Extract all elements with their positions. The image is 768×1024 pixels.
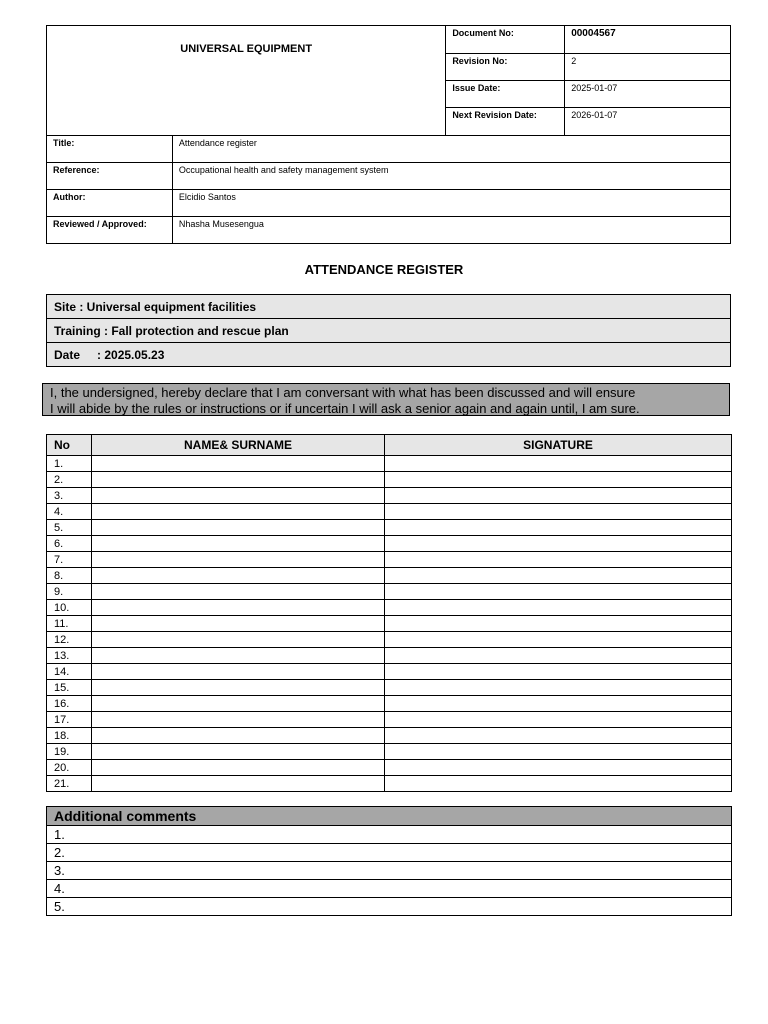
document-no-label: Document No: — [446, 26, 565, 54]
signature-cell[interactable] — [385, 744, 732, 760]
table-row — [47, 536, 732, 552]
row-number: 11. — [47, 616, 92, 632]
name-surname-cell[interactable] — [92, 664, 385, 680]
table-row — [47, 600, 732, 616]
reference-label: Reference: — [47, 163, 173, 190]
additional-comments-title: Additional comments — [47, 807, 732, 826]
name-surname-cell[interactable] — [92, 616, 385, 632]
signature-cell[interactable] — [385, 472, 732, 488]
name-surname-cell[interactable] — [92, 568, 385, 584]
author-label: Author: — [47, 190, 173, 217]
date-label: Date — [54, 347, 81, 362]
signature-cell[interactable] — [385, 616, 732, 632]
comment-row — [47, 898, 732, 916]
name-surname-cell[interactable] — [92, 584, 385, 600]
attendance-table — [46, 434, 732, 792]
document-no-value: 00004567 — [565, 26, 731, 54]
signature-cell[interactable] — [385, 536, 732, 552]
comment-line[interactable]: 5. — [47, 898, 732, 916]
row-number: 18. — [47, 728, 92, 744]
comment-line[interactable]: 4. — [47, 880, 732, 898]
table-row — [47, 456, 732, 472]
company-name: UNIVERSAL EQUIPMENT — [47, 26, 446, 136]
name-surname-cell[interactable] — [92, 600, 385, 616]
table-row — [47, 776, 732, 792]
table-row — [47, 760, 732, 776]
name-surname-cell[interactable] — [92, 472, 385, 488]
name-surname-cell[interactable] — [92, 536, 385, 552]
training-field: Training : Fall protection and rescue plan — [47, 319, 731, 343]
table-row — [47, 712, 732, 728]
name-surname-cell[interactable] — [92, 552, 385, 568]
name-surname-cell[interactable] — [92, 776, 385, 792]
row-number: 6. — [47, 536, 92, 552]
table-row — [47, 488, 732, 504]
header-signature: SIGNATURE — [385, 435, 732, 456]
issue-date-value: 2025-01-07 — [565, 81, 731, 108]
table-row — [47, 552, 732, 568]
row-number: 4. — [47, 504, 92, 520]
table-row — [47, 744, 732, 760]
additional-comments-table — [46, 806, 732, 916]
signature-cell[interactable] — [385, 488, 732, 504]
row-number: 20. — [47, 760, 92, 776]
row-number: 10. — [47, 600, 92, 616]
table-row — [47, 696, 732, 712]
date-field — [47, 343, 731, 367]
register-title: ATTENDANCE REGISTER — [304, 262, 464, 277]
table-row — [47, 680, 732, 696]
name-surname-cell[interactable] — [92, 520, 385, 536]
comment-line[interactable]: 1. — [47, 826, 732, 844]
signature-cell[interactable] — [385, 520, 732, 536]
name-surname-cell[interactable] — [92, 712, 385, 728]
table-row — [47, 568, 732, 584]
reviewed-approved-label: Reviewed / Approved: — [47, 217, 173, 244]
name-surname-cell[interactable] — [92, 488, 385, 504]
signature-cell[interactable] — [385, 664, 732, 680]
issue-date-label: Issue Date: — [446, 81, 565, 108]
signature-cell[interactable] — [385, 568, 732, 584]
signature-cell[interactable] — [385, 456, 732, 472]
row-number: 17. — [47, 712, 92, 728]
name-surname-cell[interactable] — [92, 456, 385, 472]
name-surname-cell[interactable] — [92, 632, 385, 648]
signature-cell[interactable] — [385, 584, 732, 600]
name-surname-cell[interactable] — [92, 648, 385, 664]
revision-no-value: 2 — [565, 54, 731, 81]
table-row — [47, 584, 732, 600]
row-number: 3. — [47, 488, 92, 504]
author-value: Elcidio Santos — [172, 190, 730, 217]
signature-cell[interactable] — [385, 728, 732, 744]
signature-cell[interactable] — [385, 680, 732, 696]
row-number: 7. — [47, 552, 92, 568]
declaration-box — [42, 383, 730, 416]
comment-line[interactable]: 2. — [47, 844, 732, 862]
document-header-table — [46, 25, 731, 244]
comment-row — [47, 826, 732, 844]
site-field: Site : Universal equipment facilities — [47, 295, 731, 319]
row-number: 16. — [47, 696, 92, 712]
revision-no-label: Revision No: — [446, 54, 565, 81]
title-label: Title: — [47, 136, 173, 163]
name-surname-cell[interactable] — [92, 680, 385, 696]
table-row — [47, 664, 732, 680]
name-surname-cell[interactable] — [92, 504, 385, 520]
header-no: No — [47, 435, 92, 456]
table-row — [47, 632, 732, 648]
row-number: 8. — [47, 568, 92, 584]
signature-cell[interactable] — [385, 760, 732, 776]
row-number: 5. — [47, 520, 92, 536]
table-row — [47, 472, 732, 488]
row-number: 15. — [47, 680, 92, 696]
header-name-surname: NAME& SURNAME — [92, 435, 385, 456]
reference-value: Occupational health and safety management system — [172, 163, 730, 190]
name-surname-cell[interactable] — [92, 760, 385, 776]
date-value: : 2025.05.23 — [97, 347, 165, 362]
row-number: 2. — [47, 472, 92, 488]
next-revision-date-value: 2026-01-07 — [565, 108, 731, 136]
title-value: Attendance register — [172, 136, 730, 163]
comment-row — [47, 862, 732, 880]
table-row — [47, 616, 732, 632]
session-info-table — [46, 294, 731, 367]
signature-cell[interactable] — [385, 696, 732, 712]
declaration-line-2: I will abide by the rules or instructions or if uncertain I will ask a senior again and again until, I am sure. — [50, 401, 640, 416]
reviewed-approved-value: Nhasha Musesengua — [172, 217, 730, 244]
row-number: 13. — [47, 648, 92, 664]
table-row — [47, 728, 732, 744]
comment-row — [47, 844, 732, 862]
table-row — [47, 504, 732, 520]
signature-cell[interactable] — [385, 632, 732, 648]
row-number: 14. — [47, 664, 92, 680]
name-surname-cell[interactable] — [92, 744, 385, 760]
declaration-line-1: I, the undersigned, hereby declare that I am conversant with what has been discussed and will ensure — [50, 385, 636, 400]
signature-cell[interactable] — [385, 600, 732, 616]
comment-line[interactable]: 3. — [47, 862, 732, 880]
table-row — [47, 648, 732, 664]
row-number: 12. — [47, 632, 92, 648]
signature-cell[interactable] — [385, 712, 732, 728]
signature-cell[interactable] — [385, 504, 732, 520]
signature-cell[interactable] — [385, 776, 732, 792]
table-row — [47, 520, 732, 536]
row-number: 9. — [47, 584, 92, 600]
name-surname-cell[interactable] — [92, 696, 385, 712]
row-number: 21. — [47, 776, 92, 792]
name-surname-cell[interactable] — [92, 728, 385, 744]
signature-cell[interactable] — [385, 552, 732, 568]
next-revision-date-label: Next Revision Date: — [446, 108, 565, 136]
row-number: 1. — [47, 456, 92, 472]
signature-cell[interactable] — [385, 648, 732, 664]
comment-row — [47, 880, 732, 898]
row-number: 19. — [47, 744, 92, 760]
